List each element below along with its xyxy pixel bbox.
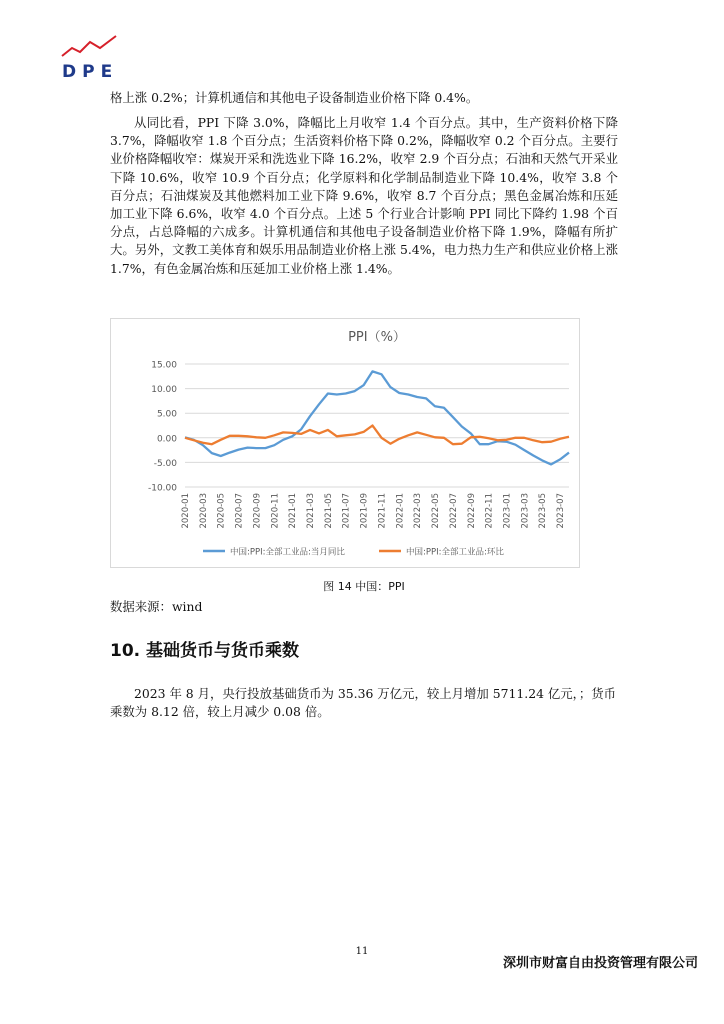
x-tick-label: 2021-09 [359,493,370,529]
section-title: 10. 基础货币与货币乘数 [110,641,300,661]
y-tick-label: 5.00 [156,409,177,420]
y-tick-label: 10.00 [151,385,177,396]
x-tick-label: 2022-07 [448,493,459,529]
y-tick-label: -5.00 [153,458,177,469]
y-tick-label: 15.00 [151,360,177,371]
series-line-1 [185,371,569,464]
paragraph-2: 从同比看，PPI 下降 3.0%，降幅比上月收窄 1.4 个百分点。其中，生产资料价格下降 3.7%，降幅收窄 1.8 个百分点；生活资料价格下降 0.2%，降幅收窄 0.2 个百分点。主要行业价格降幅收窄：煤炭开采和洗选业下降 16.2%，收窄 2.9 个百分点；石油和天然气开采业下降 10.6%，收窄 10.9 个百分点；化学原料和化学制品制造业下降 10.4%，收窄 3.8 个百分点；石油煤炭及其他燃料加工业下降 9.6%，收窄 8.7 个百分点；黑色金属冶炼和压延加工业下降 6.6%，收窄 4.0 个百分点。上述 5 个行业合计影响 PPI 同比下降约 1.98 个百分点，占总降幅的六成多。计算机通信和其他电子设备制造业价格下降 1.9%，降幅有所扩大。另外，文教工美体育和娱乐用品制造业价格上涨 5.4%，电力热力生产和供应业价格上涨 1.7%，有色金属冶炼和压延加工业价格上涨 1.4%。 [110,115,618,276]
x-tick-label: 2023-05 [538,493,549,529]
paragraph-3: 2023 年 8 月，央行投放基础货币为 35.36 万亿元，较上月增加 5711.24 亿元，；货币乘数为 8.12 倍，较上月减少 0.08 倍。 [110,686,617,720]
x-tick-label: 2021-01 [288,493,299,529]
x-tick-label: 2020-11 [270,493,281,529]
x-tick-label: 2020-05 [216,493,227,529]
x-tick-label: 2020-03 [198,493,209,529]
x-tick-label: 2022-05 [431,493,442,529]
series-line-2 [185,426,569,445]
y-tick-label: 0.00 [156,434,177,445]
ppi-chart [110,318,580,568]
x-tick-label: 2021-03 [306,493,317,529]
x-tick-label: 2022-01 [395,493,406,529]
legend-label-1: 中国:PPI:全部工业品:当月同比 [230,547,345,558]
data-source: 数据来源：wind [110,599,203,614]
ppi-chart-svg [111,319,581,569]
x-tick-label: 2023-01 [502,493,513,529]
x-tick-label: 2023-07 [556,493,567,529]
x-tick-label: 2020-01 [181,493,191,529]
x-tick-label: 2021-11 [377,493,388,529]
x-tick-label: 2020-07 [234,493,245,529]
x-tick-label: 2022-03 [413,493,424,529]
x-tick-label: 2020-09 [252,493,263,529]
page-number: 11 [355,946,369,957]
company-name: 深圳市财富自由投资管理有限公司 [502,956,698,971]
figure-caption: 图 14 中国：PPI [323,580,405,593]
x-tick-label: 2022-11 [484,493,495,529]
x-tick-label: 2021-07 [341,493,352,529]
legend-label-2: 中国:PPI:全部工业品:环比 [406,547,504,558]
paragraph-1: 格上涨 0.2%；计算机通信和其他电子设备制造业价格下降 0.4%。 [110,90,479,105]
x-tick-label: 2021-05 [323,493,334,529]
x-tick-label: 2022-09 [466,493,477,529]
x-tick-label: 2023-03 [520,493,531,529]
y-tick-label: -10.00 [147,483,177,494]
company-logo-text: DPE [62,62,119,82]
chart-title: PPI（%） [348,330,406,345]
